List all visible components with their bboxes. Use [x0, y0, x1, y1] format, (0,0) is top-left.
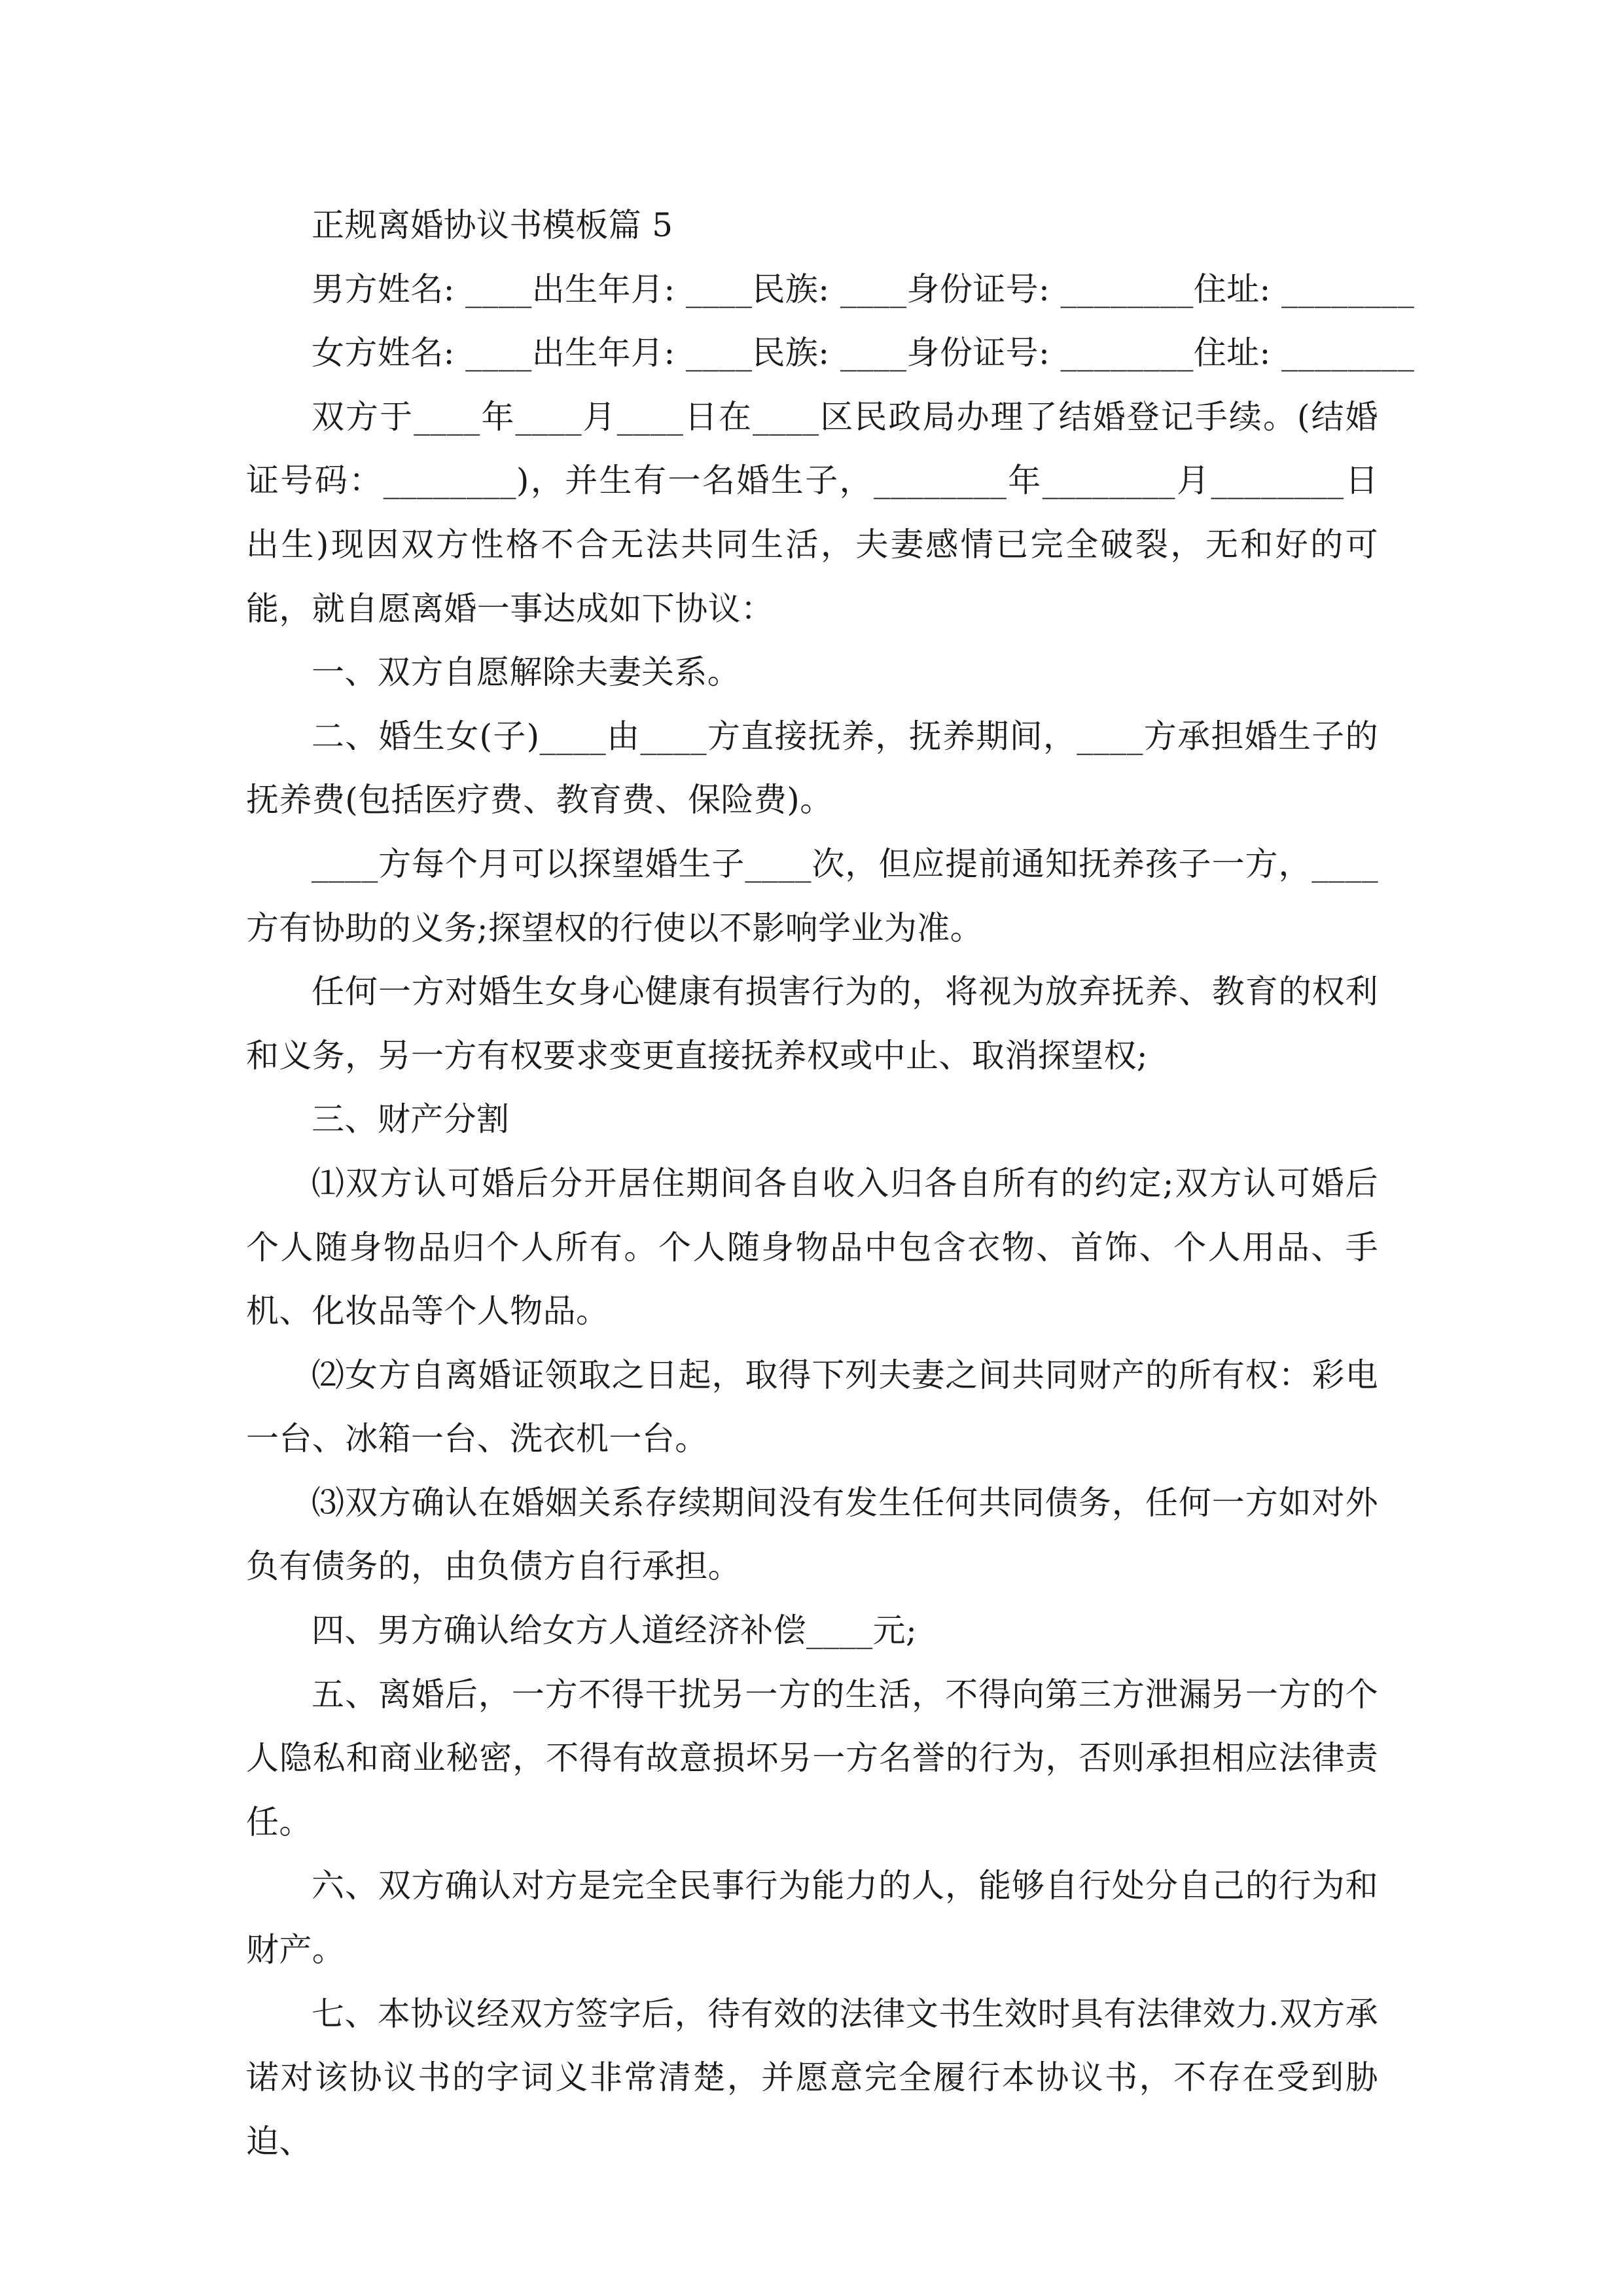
clause-2-harm: 任何一方对婚生女身心健康有损害行为的，将视为放弃抚养、教育的权利和义务，另一方有权要求变更直接抚养权或中止、取消探望权;	[246, 973, 1378, 1075]
clause-2: 二、婚生女(子)____由____方直接抚养，抚养期间，____方承担婚生子的抚养费(包括医疗费、教育费、保险费)。	[246, 717, 1378, 819]
male-info-line: 男方姓名: ____出生年月: ____民族: ____身份证号: ________住址: ________	[312, 270, 1415, 308]
paragraph-marriage-registration: 双方于____年____月____日在____区民政局办理了结婚登记手续。(结婚证号码：________)，并生有一名婚生子，________年________月________日出生)现因双方性格不合无法共同生活，夫妻感情已完全破裂，无和好的可能，就自愿离婚一事达成如下协议：	[246, 397, 1378, 628]
document-page	[246, 194, 1415, 2174]
clause-3-heading: 三、财产分割	[312, 1100, 510, 1139]
clause-1: 一、双方自愿解除夫妻关系。	[312, 653, 741, 692]
clause-7: 七、本协议经双方签字后，待有效的法律文书生效时具有法律效力.双方承诺对该协议书的字词义非常清楚，并愿意完全履行本协议书，不存在受到胁迫、	[246, 1994, 1378, 2161]
clause-6: 六、双方确认对方是完全民事行为能力的人，能够自行处分自己的行为和财产。	[246, 1867, 1378, 1969]
clause-4: 四、男方确认给女方人道经济补偿____元;	[312, 1611, 918, 1650]
clause-3-item-1: ⑴双方认可婚后分开居住期间各自收入归各自所有的约定;双方认可婚后个人随身物品归个人所有。个人随身物品中包含衣物、首饰、个人用品、手机、化妆品等个人物品。	[246, 1164, 1378, 1331]
female-info-line: 女方姓名: ____出生年月: ____民族: ____身份证号: ________住址: ________	[312, 334, 1415, 372]
document-title: 正规离婚协议书模板篇 5	[312, 206, 673, 244]
clause-2-visitation: ____方每个月可以探望婚生子____次，但应提前通知抚养孩子一方，____方有协助的义务;探望权的行使以不影响学业为准。	[246, 844, 1378, 947]
clause-5: 五、离婚后，一方不得干扰另一方的生活，不得向第三方泄漏另一方的个人隐私和商业秘密，不得有故意损坏另一方名誉的行为，否则承担相应法律责任。	[246, 1675, 1378, 1841]
clause-3-item-3: ⑶双方确认在婚姻关系存续期间没有发生任何共同债务，任何一方如对外负有债务的，由负债方自行承担。	[246, 1483, 1378, 1586]
clause-3-item-2: ⑵女方自离婚证领取之日起，取得下列夫妻之间共同财产的所有权：彩电一台、冰箱一台、洗衣机一台。	[246, 1355, 1378, 1458]
